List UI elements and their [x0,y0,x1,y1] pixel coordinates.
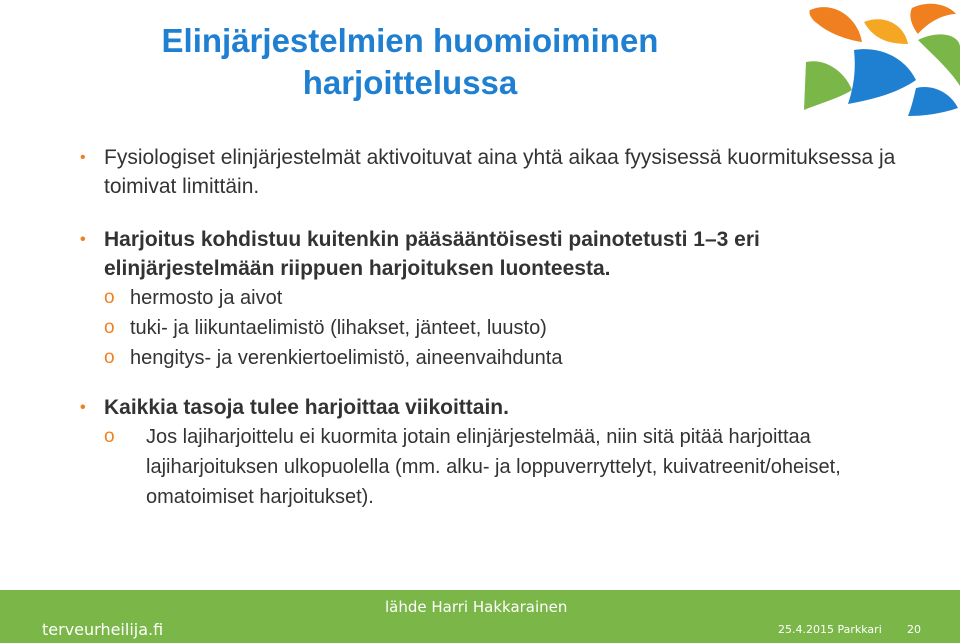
slide-body [80,143,920,512]
bullet-2 [80,225,920,283]
sub-bullet-text: Jos lajiharjoittelu ei kuormita jotain elinjärjestelmää, niin sitä pitää harjoittaa lajiharjoituksen ulkopuolella (mm. alku- ja loppuverryttelyt, kuivatreenit/oheiset, omatoimiset harjoitukset). [146,426,841,508]
title-line-1: Elinjärjestelmien huomioiminen [161,22,659,59]
circle-bullet-icon: o [104,287,115,308]
logo-icon [800,0,960,120]
circle-bullet-icon: o [104,317,115,338]
sub-bullet [80,313,920,343]
sub-bullet [80,343,920,373]
slide-title [60,20,760,104]
page-number: 20 [907,623,921,636]
bullet-3-text: Kaikkia tasoja tulee harjoittaa viikoittain. [104,396,509,419]
footer-bar [0,590,960,643]
circle-bullet-icon: o [104,426,115,447]
footer-source: lähde Harri Hakkarainen [385,598,568,616]
bullet-dot-icon: • [80,231,86,248]
bullet-2-text: Harjoitus kohdistuu kuitenkin pääsääntöisesti painotetusti 1–3 eri elinjärjestelmään riippuen harjoituksen luonteesta. [104,228,760,280]
sub-bullet [80,283,920,313]
footer-date: 25.4.2015 Parkkari [778,623,882,636]
sub-bullet-text: tuki- ja liikuntaelimistö (lihakset, jänteet, luusto) [130,317,547,339]
bullet-1 [80,143,920,201]
bullet-3 [80,393,920,422]
circle-bullet-icon: o [104,347,115,368]
sub-bullet-text: hengitys- ja verenkiertoelimistö, aineenvaihdunta [130,347,563,369]
title-line-2: harjoittelussa [302,64,518,101]
bullet-dot-icon: • [80,149,86,166]
bullet-1-text: Fysiologiset elinjärjestelmät aktivoituvat aina yhtä aikaa fyysisessä kuormituksessa ja toimivat limittäin. [104,146,896,198]
footer-site-name: terveurheilija.fi [42,620,164,639]
bullet-dot-icon: • [80,399,86,416]
sub-bullet [104,422,920,512]
sub-bullet-text: hermosto ja aivot [130,287,283,309]
